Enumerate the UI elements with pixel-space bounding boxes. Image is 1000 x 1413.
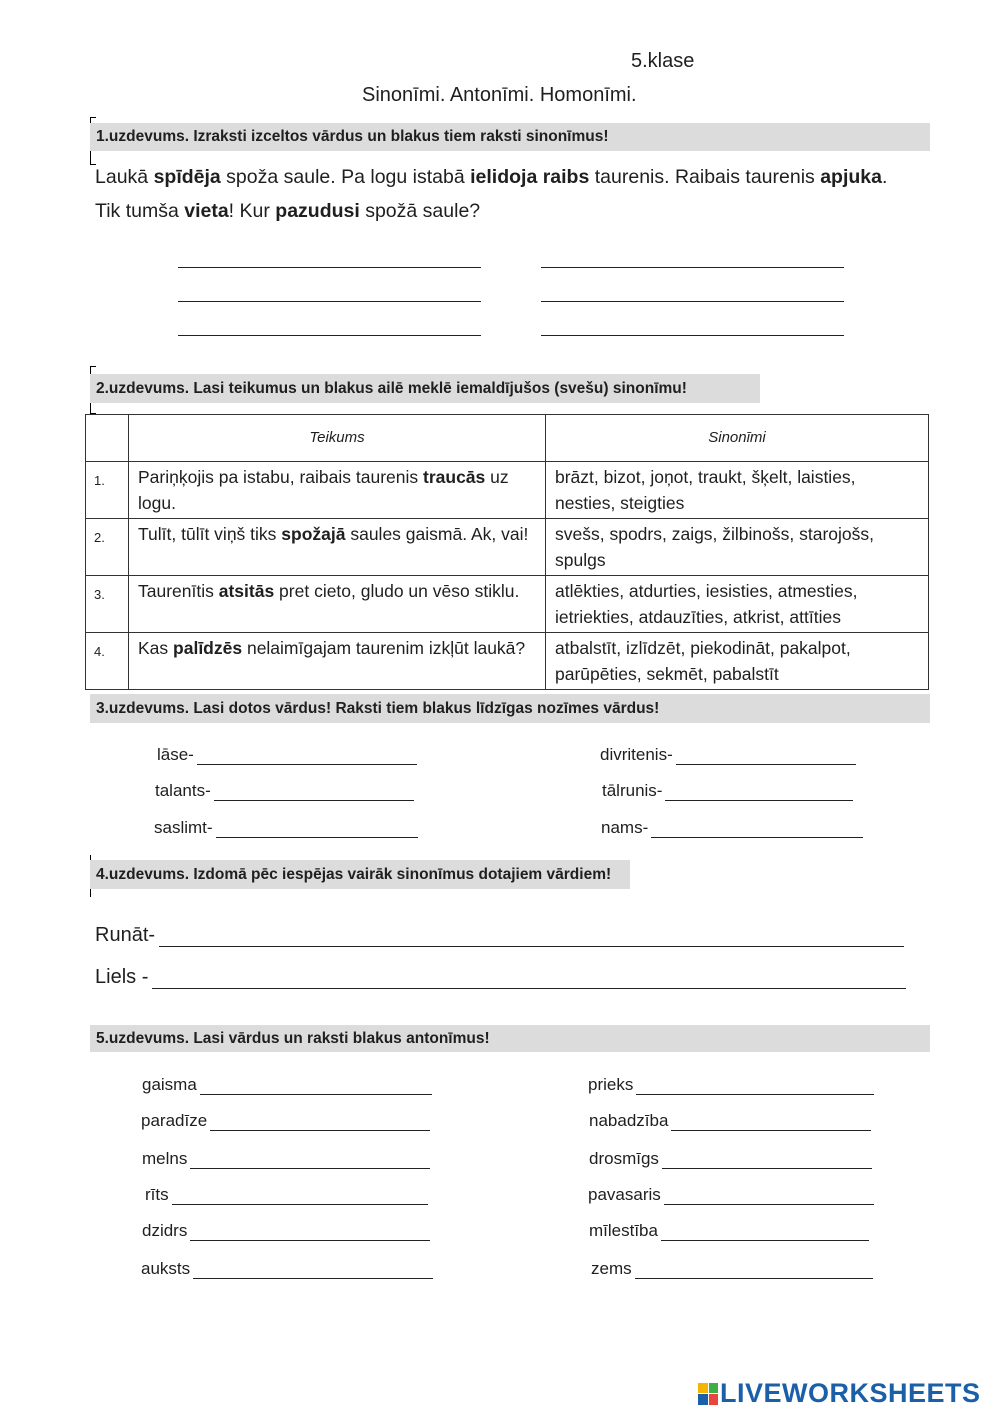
table-row: [86, 633, 929, 690]
task4-answer-line[interactable]: [152, 972, 906, 989]
task4-heading: 4.uzdevums. Izdomā pēc iespējas vairāk sinonīmus dotajiem vārdiem!: [90, 860, 630, 889]
highlighted-word: vieta: [184, 200, 229, 222]
task5-word: nabadzība: [589, 1111, 669, 1130]
task5-item: [142, 1075, 432, 1095]
task4-word: Runāt-: [95, 924, 156, 946]
task5-word: auksts: [141, 1259, 191, 1278]
task5-answer-line[interactable]: [661, 1226, 869, 1241]
page-title: Sinonīmi. Antonīmi. Homonīmi.: [362, 84, 637, 106]
task5-answer-line[interactable]: [635, 1264, 873, 1279]
task5-word: pavasaris: [588, 1185, 661, 1204]
task5-answer-line[interactable]: [210, 1116, 430, 1131]
task5-item: [591, 1259, 873, 1279]
text-segment: spoža saule. Pa logu istabā: [220, 166, 471, 188]
task3-heading: 3.uzdevums. Lasi dotos vārdus! Raksti tiem blakus līdzīgas nozīmes vārdus!: [90, 694, 930, 723]
task4-item: [95, 924, 904, 947]
text-segment: ! Kur: [228, 200, 276, 222]
text-segment: . Tik tumša: [95, 166, 888, 222]
highlighted-word: spožajā: [281, 524, 346, 544]
task4-answer-line[interactable]: [159, 930, 904, 947]
row-number: 1.: [86, 462, 129, 519]
row-sentence: [129, 519, 546, 576]
task3-word: divritenis-: [600, 745, 673, 764]
liveworksheets-logo: [698, 1378, 981, 1409]
highlighted-word: atsitās: [218, 581, 275, 601]
highlighted-word: palīdzēs: [173, 638, 243, 658]
task1-answer-line-1[interactable]: [178, 267, 481, 268]
task3-answer-line[interactable]: [651, 823, 863, 838]
task5-word: drosmīgs: [589, 1149, 659, 1168]
task3-word: saslimt-: [154, 818, 213, 837]
table-header-sentence: Teikums: [129, 415, 546, 462]
task5-item: [589, 1111, 871, 1131]
highlighted-word: ielidoja raibs: [470, 166, 590, 188]
task5-item: [588, 1185, 874, 1205]
text-segment: saules gaismā. Ak, vai!: [345, 524, 529, 544]
task3-word: lāse-: [157, 745, 194, 764]
task5-word: melns: [142, 1149, 188, 1168]
task5-word: gaisma: [142, 1075, 197, 1094]
task3-answer-line[interactable]: [214, 786, 414, 801]
row-number: 2.: [86, 519, 129, 576]
highlighted-word: spīdēja: [153, 166, 221, 188]
text-segment: nelaimīgajam taurenim izkļūt laukā?: [242, 638, 526, 658]
row-sentence: [129, 633, 546, 690]
table-header-synonyms: Sinonīmi: [546, 415, 929, 462]
task5-item: [141, 1111, 430, 1131]
text-segment: Kas: [138, 638, 174, 658]
task5-answer-line[interactable]: [200, 1080, 432, 1095]
task5-item: [145, 1185, 428, 1205]
task1-answer-line-2[interactable]: [541, 267, 844, 268]
task3-word: tālrunis-: [602, 781, 663, 800]
text-segment: taurenis. Raibais taurenis: [589, 166, 821, 188]
task5-word: mīlestība: [589, 1221, 658, 1240]
task1-heading: 1.uzdevums. Izraksti izceltos vārdus un blakus tiem raksti sinonīmus!: [90, 123, 930, 151]
task3-item: [600, 745, 856, 765]
task3-word: talants-: [155, 781, 211, 800]
synonym-table: [85, 414, 929, 690]
row-sentence: [129, 462, 546, 519]
task3-answer-line[interactable]: [665, 786, 853, 801]
task3-item: [154, 818, 418, 838]
task3-word: nams-: [601, 818, 649, 837]
logo-mark-icon: [698, 1383, 718, 1405]
task5-item: [588, 1075, 874, 1095]
task5-item: [589, 1221, 869, 1241]
task2-heading: 2.uzdevums. Lasi teikumus un blakus ailē meklē iemaldījušos (svešu) sinonīmu!: [90, 374, 760, 403]
task1-answer-line-5[interactable]: [178, 335, 481, 336]
task1-answer-line-3[interactable]: [178, 301, 481, 302]
task3-answer-line[interactable]: [676, 750, 856, 765]
task5-word: paradīze: [141, 1111, 208, 1130]
task5-item: [141, 1259, 433, 1279]
task5-item: [142, 1149, 430, 1169]
row-number: 4.: [86, 633, 129, 690]
highlighted-word: pazudusi: [275, 200, 360, 222]
task1-paragraph: [95, 160, 895, 228]
row-synonyms[interactable]: svešs, spodrs, zaigs, žilbinošs, starojošs, spulgs: [546, 519, 929, 576]
task5-answer-line[interactable]: [190, 1154, 430, 1169]
row-synonyms[interactable]: atbalstīt, izlīdzēt, piekodināt, pakalpot, parūpēties, sekmēt, pabalstīt: [546, 633, 929, 690]
text-segment: Laukā: [95, 166, 154, 188]
table-row: [86, 462, 929, 519]
task3-item: [602, 781, 853, 801]
task5-answer-line[interactable]: [662, 1154, 872, 1169]
task5-answer-line[interactable]: [190, 1226, 430, 1241]
task3-item: [601, 818, 863, 838]
task5-item: [589, 1149, 872, 1169]
table-header-num: [86, 415, 129, 462]
task4-word: Liels -: [95, 966, 149, 988]
text-segment: Pariņķojis pa istabu, raibais taurenis: [138, 467, 424, 487]
highlighted-word: apjuka: [820, 166, 882, 188]
grade-label: 5.klase: [631, 50, 695, 72]
task5-word: prieks: [588, 1075, 634, 1094]
task1-answer-line-6[interactable]: [541, 335, 844, 336]
task5-answer-line[interactable]: [671, 1116, 871, 1131]
table-row: [86, 576, 929, 633]
text-segment: Taurenītis: [138, 581, 219, 601]
task5-heading: 5.uzdevums. Lasi vārdus un raksti blakus antonīmus!: [90, 1025, 930, 1052]
task3-item: [155, 781, 414, 801]
row-synonyms[interactable]: brāzt, bizot, joņot, traukt, šķelt, laisties, nesties, steigties: [546, 462, 929, 519]
task3-item: [157, 745, 417, 765]
row-number: 3.: [86, 576, 129, 633]
table-header-row: [86, 415, 929, 462]
task4-item: [95, 966, 906, 989]
row-synonyms[interactable]: atlēkties, atdurties, iesisties, atmesties, ietriekties, atdauzīties, atkrist, attīties: [546, 576, 929, 633]
task1-answer-line-4[interactable]: [541, 301, 844, 302]
task5-answer-line[interactable]: [664, 1190, 874, 1205]
task5-item: [142, 1221, 430, 1241]
text-segment: Tulīt, tūlīt viņš tiks: [138, 524, 282, 544]
table-row: [86, 519, 929, 576]
task3-answer-line[interactable]: [197, 750, 417, 765]
task5-word: rīts: [145, 1185, 169, 1204]
task5-answer-line[interactable]: [193, 1264, 433, 1279]
text-segment: spožā saule?: [359, 200, 481, 222]
task3-answer-line[interactable]: [216, 823, 418, 838]
task5-word: zems: [591, 1259, 632, 1278]
text-segment: pret cieto, gludo un vēso stiklu.: [274, 581, 520, 601]
row-sentence: [129, 576, 546, 633]
logo-text: LIVEWORKSHEETS: [720, 1378, 981, 1408]
highlighted-word: traucās: [423, 467, 486, 487]
task5-word: dzidrs: [142, 1221, 188, 1240]
text-segment: uz logu.: [138, 467, 509, 513]
task5-answer-line[interactable]: [172, 1190, 428, 1205]
task5-answer-line[interactable]: [636, 1080, 874, 1095]
